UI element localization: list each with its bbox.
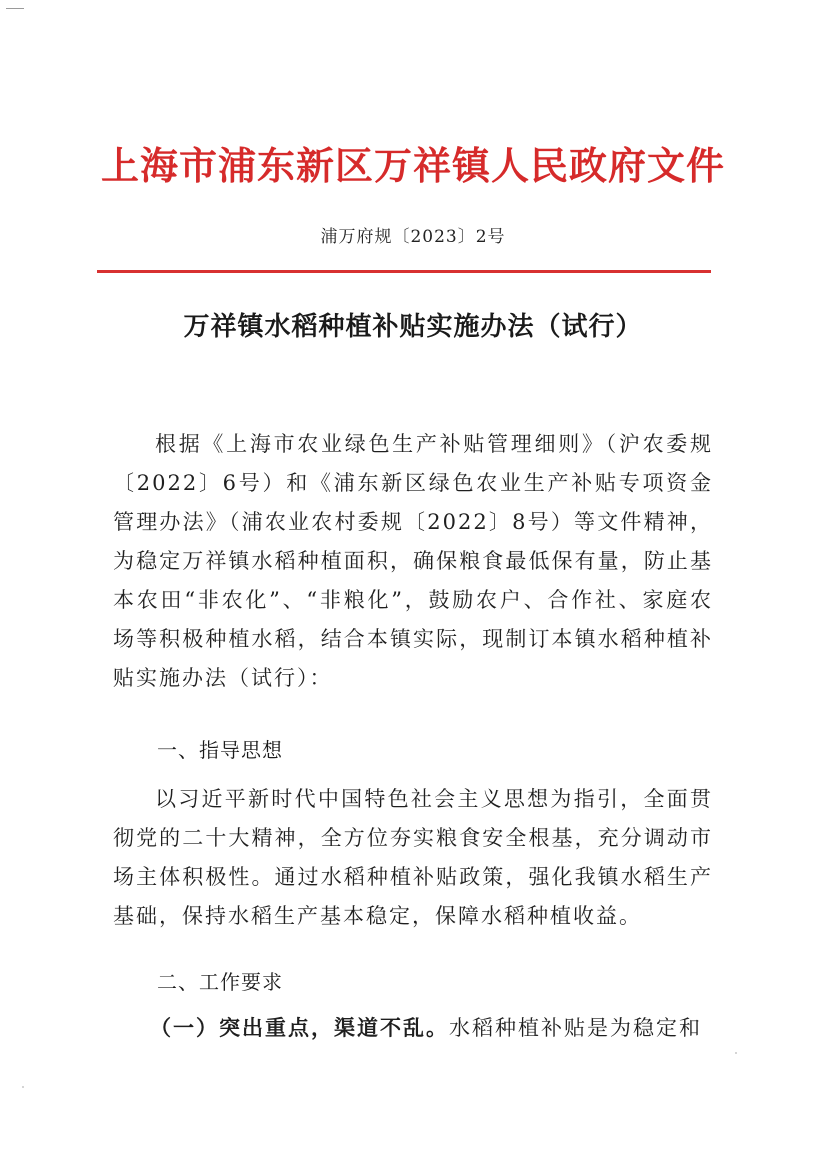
scan-speck: [735, 1052, 737, 1054]
section-heading-work-requirements: 二、工作要求: [157, 970, 283, 994]
document-title: 万祥镇水稻种植补贴实施办法（试行）: [183, 312, 643, 342]
subsection-lead: （一）突出重点，渠道不乱。: [150, 1015, 449, 1040]
issuer-header: 上海市浦东新区万祥镇人民政府文件: [100, 143, 725, 188]
section-heading-guiding-ideology: 一、指导思想: [157, 738, 283, 762]
scan-corner-mark: [6, 8, 24, 9]
scan-speck: [22, 1086, 24, 1088]
subsection-text: 水稻种植补贴是为稳定和: [449, 1016, 702, 1040]
intro-paragraph: 根据《上海市农业绿色生产补贴管理细则》（沪农委规〔2022〕6号）和《浦东新区绿色农业生产补贴专项资金管理办法》（浦农业农村委规〔2022〕8号）等文件精神，为稳定万祥镇水稻种植面积，确保粮食最低保有量，防止基本农田“非农化”、“非粮化”，鼓励农户、合作社、家庭农场等积极种植水稻，结合本镇实际，现制订本镇水稻种植补贴实施办法（试行）：: [113, 432, 713, 690]
document-number: 浦万府规〔2023〕2号: [320, 227, 506, 247]
guiding-ideology-paragraph: 以习近平新时代中国特色社会主义思想为指引，全面贯彻党的二十大精神，全方位夯实粮食安全根基，充分调动市场主体积极性。通过水稻种植补贴政策，强化我镇水稻生产基础，保持水稻生产基本稳定，保障水稻种植收益。: [113, 787, 713, 928]
work-requirements-paragraph: [150, 1008, 730, 1048]
red-divider-line: [97, 270, 711, 273]
